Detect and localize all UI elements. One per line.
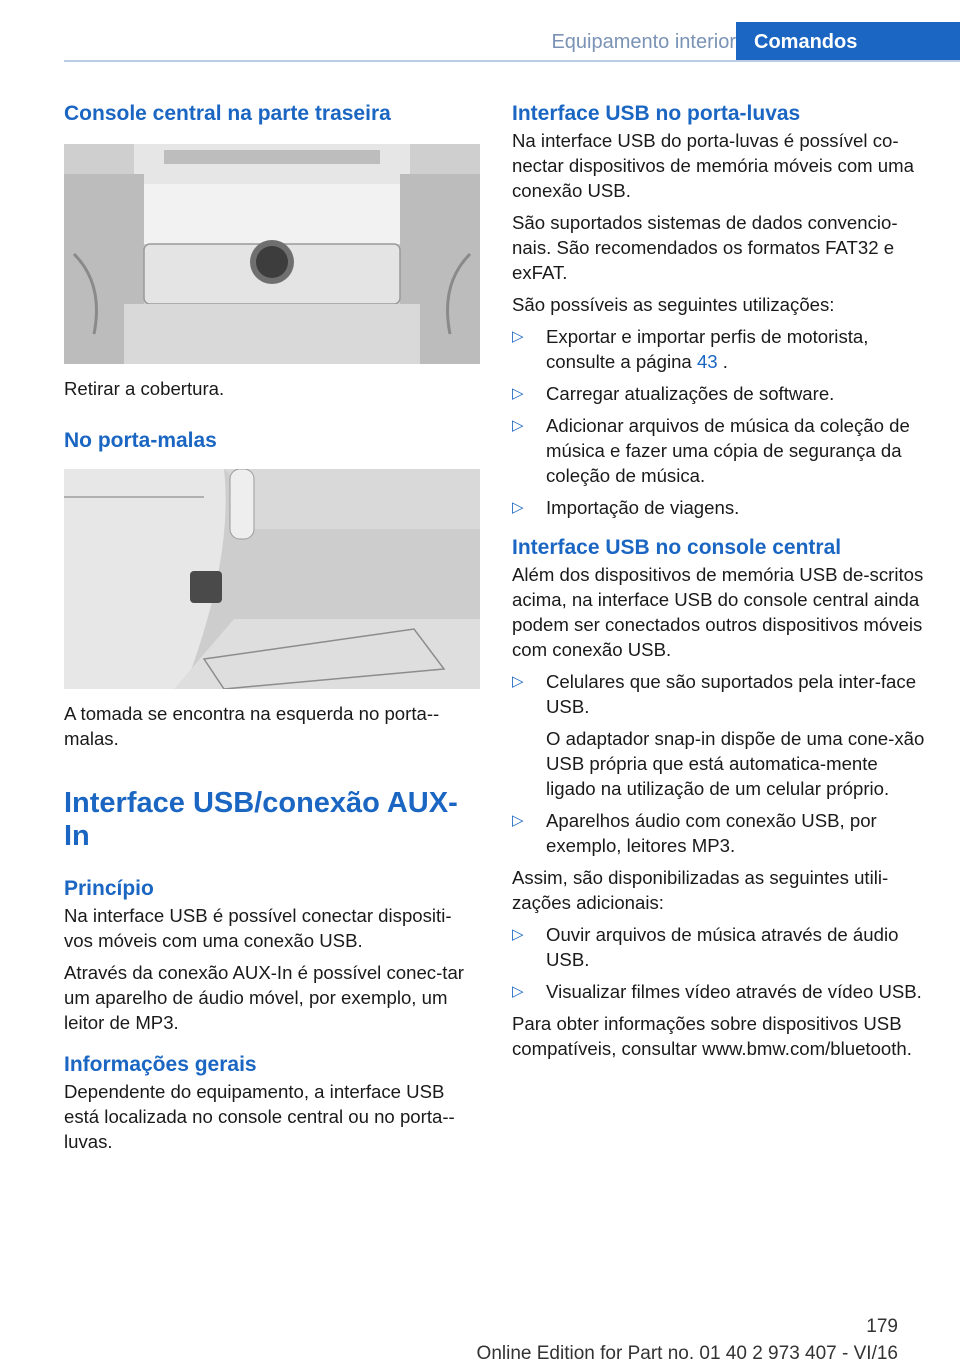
- paragraph-console-2: Assim, são disponibilizadas as seguintes utili-zações adicionais:: [512, 867, 889, 913]
- heading-usb-glovebox: Interface USB no porta-luvas: [512, 102, 801, 125]
- edition-note: Online Edition for Part no. 01 40 2 973 407 - VI/16: [476, 1343, 898, 1362]
- list-item: ▷ Aparelhos áudio com conexão USB, por exemplo, leitores MP3.: [512, 810, 877, 856]
- rear-console-figure: [64, 144, 480, 364]
- list-item: ▷ Importação de viagens.: [512, 497, 740, 518]
- list-item: ▷ Exportar e importar perfis de motorista, consulte a página 43 .: [512, 326, 869, 372]
- page-footer: [477, 1316, 898, 1362]
- page-reference-link[interactable]: 43: [696, 351, 718, 372]
- caption-rear-console: Retirar a cobertura.: [64, 378, 225, 399]
- paragraph-general-info: Dependente do equipamento, a interface USB está localizada no console central ou no porta--luvas.: [64, 1081, 455, 1152]
- triangle-bullet-icon: ▷: [512, 812, 524, 829]
- paragraph-glovebox-2: São suportados sistemas de dados convencio-nais. São recomendados os formatos FAT32 e exFAT.: [512, 212, 898, 283]
- heading-trunk: No porta-malas: [64, 429, 217, 452]
- extra-uses-list: [512, 922, 926, 1004]
- page-number: 179: [866, 1316, 898, 1337]
- list-item: ▷ Celulares que são suportados pela inter-face USB. O adaptador snap-in dispõe de uma cone-xão USB própria que está automatica-mente ligado na utilização de um celular próprio.: [512, 671, 925, 799]
- heading-rear-console: Console central na parte traseira: [64, 102, 391, 125]
- paragraph-console-3: Para obter informações sobre dispositivos USB compatíveis, consultar www.bmw.com/bluetooth.: [512, 1013, 912, 1059]
- right-column: [512, 100, 926, 1068]
- triangle-bullet-icon: ▷: [512, 673, 524, 690]
- list-item: ▷ Visualizar filmes vídeo através de vídeo USB.: [512, 981, 922, 1002]
- uses-list: [512, 324, 926, 520]
- list-item-note: O adaptador snap-in dispõe de uma cone-xão USB própria que está automatica-mente ligado na utilização de um celular próprio.: [546, 728, 925, 799]
- paragraph-principle-2: Através da conexão AUX-In é possível conec-tar um aparelho de áudio móvel, por exemplo, um leitor de MP3.: [64, 962, 464, 1033]
- caption-trunk: A tomada se encontra na esquerda no porta--malas.: [64, 703, 440, 749]
- triangle-bullet-icon: ▷: [512, 983, 524, 1000]
- trunk-illustration: [64, 469, 480, 689]
- list-item: ▷ Adicionar arquivos de música da coleção de música e fazer uma cópia de segurança da coleção de música.: [512, 415, 910, 486]
- heading-general-info: Informações gerais: [64, 1053, 257, 1076]
- page-header: [64, 22, 960, 62]
- triangle-bullet-icon: ▷: [512, 328, 524, 345]
- header-chapter-tab: Comandos: [736, 22, 960, 62]
- paragraph-glovebox-3: São possíveis as seguintes utilizações:: [512, 294, 835, 315]
- list-item: ▷ Ouvir arquivos de música através de áudio USB.: [512, 924, 899, 970]
- header-section-title: Equipamento interior: [551, 31, 736, 53]
- left-column: [64, 100, 480, 1161]
- heading-usb-console: Interface USB no console central: [512, 536, 842, 559]
- heading-principle: Princípio: [64, 877, 154, 900]
- triangle-bullet-icon: ▷: [512, 385, 524, 402]
- triangle-bullet-icon: ▷: [512, 417, 524, 434]
- header-rule: [64, 60, 960, 62]
- triangle-bullet-icon: ▷: [512, 926, 524, 943]
- paragraph-glovebox-1: Na interface USB do porta-luvas é possível co-nectar dispositivos de memória móveis com uma conexão USB.: [512, 130, 914, 201]
- list-item: ▷ Carregar atualizações de software.: [512, 383, 835, 404]
- rear-console-illustration: [64, 144, 480, 364]
- paragraph-principle-1: Na interface USB é possível conectar dispositi-vos móveis com uma conexão USB.: [64, 905, 452, 951]
- devices-list: [512, 669, 926, 858]
- triangle-bullet-icon: ▷: [512, 499, 524, 516]
- trunk-figure: [64, 469, 480, 689]
- paragraph-console-1: Além dos dispositivos de memória USB de-scritos acima, na interface USB do console central ainda podem ser conectados outros dispositivos móveis com conexão USB.: [512, 564, 924, 660]
- heading-usb-aux: Interface USB/conexão AUX-In: [64, 787, 458, 852]
